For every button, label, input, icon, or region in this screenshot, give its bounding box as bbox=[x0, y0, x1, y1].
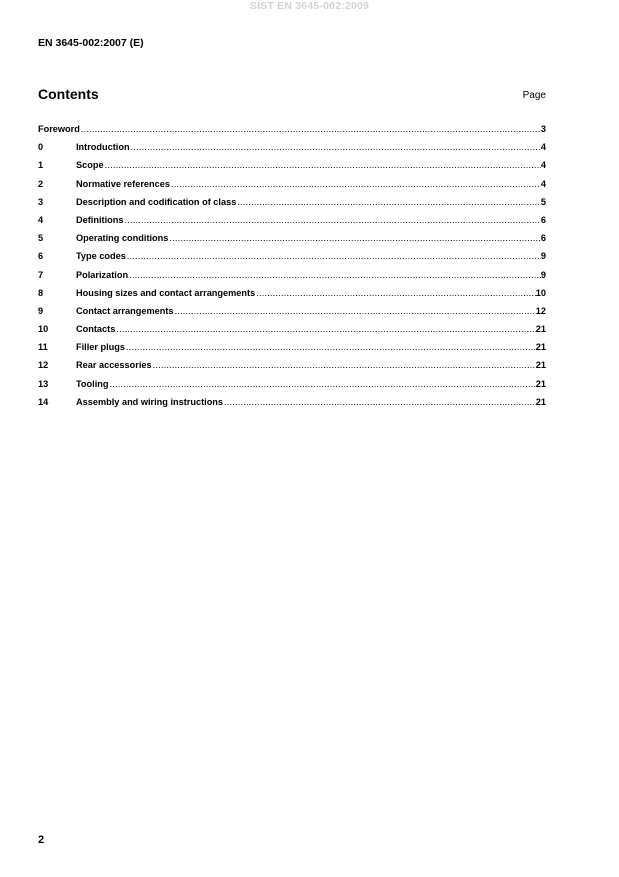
toc-entry[interactable] bbox=[38, 342, 546, 360]
toc-entry-title: Introduction bbox=[76, 142, 130, 153]
toc-entry-number: 3 bbox=[38, 196, 44, 207]
toc-entry-title: Housing sizes and contact arrangements bbox=[76, 287, 256, 298]
toc-entry-page: 4 bbox=[540, 160, 546, 171]
dot-leader bbox=[174, 306, 536, 316]
document-id: EN 3645-002:2007 (E) bbox=[38, 37, 144, 49]
dot-leader bbox=[125, 342, 536, 352]
toc-entry-page: 21 bbox=[535, 396, 546, 407]
toc-entry-number: 0 bbox=[38, 142, 44, 153]
toc-entry-page: 5 bbox=[540, 196, 546, 207]
toc-entry-number: 9 bbox=[38, 305, 44, 316]
toc-entry[interactable] bbox=[38, 160, 546, 178]
toc-entry-page: 21 bbox=[535, 378, 546, 389]
toc-entry[interactable] bbox=[38, 233, 546, 251]
toc-entry[interactable] bbox=[38, 288, 546, 306]
toc-entry-page: 21 bbox=[535, 342, 546, 353]
toc-entry-number: 10 bbox=[38, 324, 49, 335]
toc-entry-page: 4 bbox=[540, 142, 546, 153]
toc-entry-page: 6 bbox=[540, 214, 546, 225]
dot-leader bbox=[152, 360, 536, 370]
toc-entry[interactable] bbox=[38, 215, 546, 233]
toc-entry-title: Description and codification of class bbox=[76, 196, 237, 207]
toc-entry-title: Operating conditions bbox=[76, 233, 169, 244]
toc-heading: Contents bbox=[38, 86, 99, 102]
toc-entry-title: Normative references bbox=[76, 178, 170, 189]
toc-entry-number: 5 bbox=[38, 233, 44, 244]
toc-entry-title: Filler plugs bbox=[76, 342, 126, 353]
toc-entry-page: 12 bbox=[535, 305, 546, 316]
toc-entry-title: Polarization bbox=[76, 269, 129, 280]
dot-leader bbox=[104, 160, 541, 170]
page-column-label: Page bbox=[522, 90, 546, 101]
toc-entry-title: Tooling bbox=[76, 378, 109, 389]
dot-leader bbox=[80, 124, 541, 134]
toc-entry-title: Scope bbox=[76, 160, 104, 171]
toc-entry-title: Contacts bbox=[76, 324, 116, 335]
dot-leader bbox=[130, 142, 541, 152]
dot-leader bbox=[168, 233, 540, 243]
toc-entry-title: Type codes bbox=[76, 251, 126, 262]
dot-leader bbox=[128, 270, 541, 280]
dot-leader bbox=[223, 397, 536, 407]
toc-entry[interactable] bbox=[38, 324, 546, 342]
toc-entry[interactable] bbox=[38, 397, 546, 415]
toc-entry-number: 12 bbox=[38, 360, 49, 371]
toc-entry-title: Assembly and wiring instructions bbox=[76, 396, 224, 407]
toc-entry-page: 21 bbox=[535, 360, 546, 371]
toc-entry-number: 13 bbox=[38, 378, 49, 389]
toc-entry-number: 14 bbox=[38, 396, 49, 407]
toc-entry[interactable] bbox=[38, 379, 546, 397]
toc-entry-number: 2 bbox=[38, 178, 44, 189]
dot-leader bbox=[108, 379, 535, 389]
toc-entry-number: 1 bbox=[38, 160, 44, 171]
dot-leader bbox=[126, 251, 541, 261]
toc-entry-number: 7 bbox=[38, 269, 44, 280]
toc-entry-number: 6 bbox=[38, 251, 44, 262]
dot-leader bbox=[255, 288, 536, 298]
toc-entry-number: 8 bbox=[38, 287, 44, 298]
toc-entry[interactable] bbox=[38, 270, 546, 288]
toc-entry-title: Definitions bbox=[76, 214, 124, 225]
toc-entry-page: 21 bbox=[535, 324, 546, 335]
toc-entry[interactable] bbox=[38, 179, 546, 197]
toc-entry[interactable] bbox=[38, 251, 546, 269]
toc-entry-title: Contact arrangements bbox=[76, 305, 174, 316]
toc-entry-page: 4 bbox=[540, 178, 546, 189]
toc-entry[interactable] bbox=[38, 124, 546, 142]
toc-entry[interactable] bbox=[38, 306, 546, 324]
table-of-contents bbox=[38, 124, 546, 415]
toc-entry-page: 3 bbox=[540, 124, 546, 134]
toc-entry-title: Rear accessories bbox=[76, 360, 152, 371]
toc-entry-title: Foreword bbox=[38, 124, 80, 134]
dot-leader bbox=[236, 197, 541, 207]
toc-entry[interactable] bbox=[38, 142, 546, 160]
toc-entry-page: 9 bbox=[540, 269, 546, 280]
toc-entry-page: 9 bbox=[540, 251, 546, 262]
toc-entry[interactable] bbox=[38, 197, 546, 215]
toc-entry-page: 10 bbox=[535, 287, 546, 298]
dot-leader bbox=[115, 324, 535, 334]
dot-leader bbox=[123, 215, 540, 225]
toc-entry[interactable] bbox=[38, 360, 546, 378]
page-number: 2 bbox=[38, 834, 45, 846]
watermark: SIST EN 3645-002:2009 bbox=[249, 0, 370, 12]
toc-entry-page: 6 bbox=[540, 233, 546, 244]
dot-leader bbox=[170, 179, 541, 189]
toc-entry-number: 11 bbox=[38, 342, 48, 353]
toc-entry-number: 4 bbox=[38, 214, 44, 225]
